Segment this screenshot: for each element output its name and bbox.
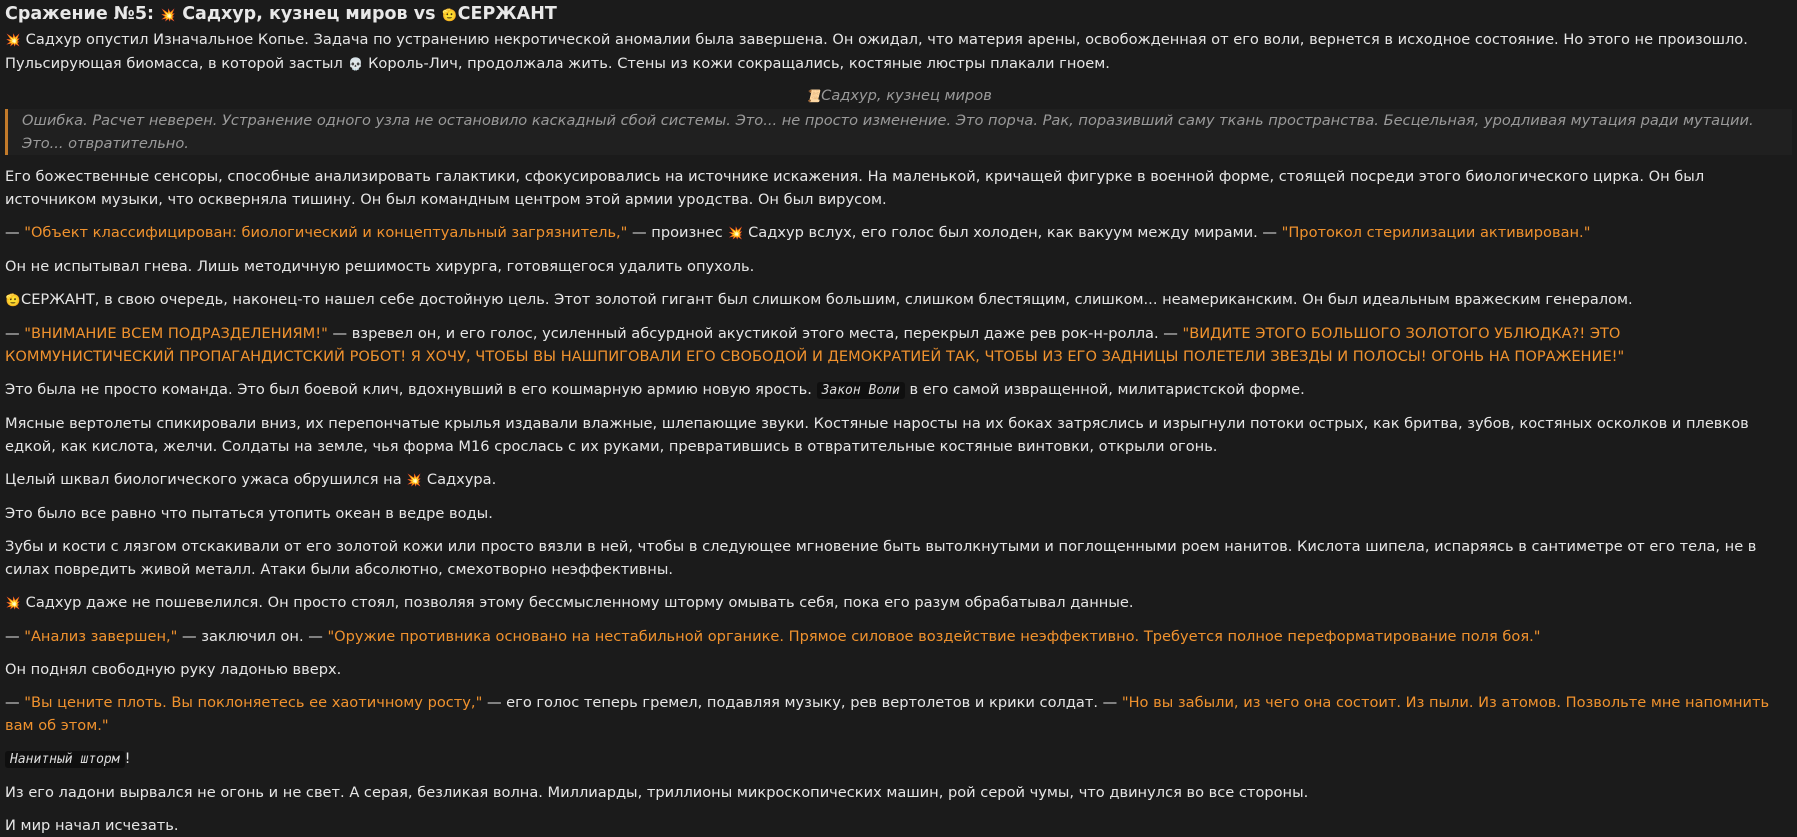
paragraph-17: Из его ладони вырвался не огонь и не свет. А серая, безликая волна. Миллиарды, триллионы микроскопических машин, рой серой чумы, что двинулся во все стороны. (5, 784, 1309, 801)
paragraph-11: Зубы и кости с лязгом отскакивали от его золотой кожи или просто вязли в ней, чтобы в следующее мгновение быть вытолкнутыми и поглощенными роем нанитов. Кислота шипела, испаряясь в сантиметре от его тела, не в силах повредить живой металл. Атаки были абсолютно, смехотворно неэффективны. (5, 538, 1757, 578)
dash: — (5, 325, 20, 342)
battle-number: Сражение №5: (5, 4, 155, 24)
explosion-icon: 💥 (5, 596, 21, 610)
quote-orange: "Объект классифицирован: биологический и концептуальный загрязнитель," (24, 224, 628, 241)
ability-name-code: Нанитный шторм (5, 751, 125, 768)
speaker-caption (5, 84, 1792, 107)
paragraph-12-text: Садхур даже не пошевелился. Он просто стоял, позволяя этому бессмысленному шторму омывать себя, пока его разум обрабатывал данные. (25, 594, 1134, 611)
narration: Садхур вслух, его голос был холоден, как вакуум между мирами. — (748, 224, 1277, 241)
explosion-icon: 💥 (5, 33, 21, 47)
ability-name-code: Закон Воли (817, 382, 905, 399)
paragraph-7 (5, 378, 1792, 402)
dialogue-2 (5, 322, 1792, 368)
fighter-1-name: Садхур, кузнец миров (182, 4, 408, 24)
paragraph-7-text-a: Это была не просто команда. Это был боевой клич, вдохнувший в его кошмарную армию новую ярость. (5, 381, 812, 398)
battle-title (5, 0, 1792, 28)
saluting-face-icon: 🫡 (442, 8, 458, 22)
scroll-icon: 📜 (805, 89, 821, 103)
quote-orange: "ВИДИТЕ ЭТОГО БОЛЬШОГО ЗОЛОТОГО УБЛЮДКА?! ЭТО КОММУНИСТИЧЕСКИЙ ПРОПАГАНДИСТСКИЙ РОБОТ! Я ХОЧУ, ЧТОБЫ ВЫ НАШПИГОВАЛИ ЕГО СВОБОДОЙ И ДЕМОКРАТИЕЙ ТАК, ЧТОБЫ ИЗ ЕГО ЗАДНИЦЫ ПОЛЕТЕЛИ ЗВЕЗДЫ И ПОЛОСЫ! ОГОНЬ НА ПОРАЖЕНИЕ!" (5, 325, 1625, 365)
quote-orange: "Оружие противника основано на нестабильной органике. Прямое силовое воздействие неэффективно. Требуется полное переформатирование поля боя." (327, 628, 1541, 645)
paragraph-14: Он поднял свободную руку ладонью вверх. (5, 661, 342, 678)
dash: — (5, 224, 20, 241)
paragraph-18: И мир начал исчезать. (5, 817, 179, 834)
paragraph-8: Мясные вертолеты спикировали вниз, их перепончатые крылья издавали влажные, шлепающие звуки. Костяные наросты на их боках затряслись и изрыгнули потоки острых, как бритва, зубов, костяных осколков и плевков едкой, как кислота, желчи. Солдаты на земле, чья форма М16 срослась с их руками, превратившись в отвратительные костяные винтовки, открыли огонь. (5, 415, 1749, 455)
paragraph-5-text: СЕРЖАНТ, в свою очередь, наконец-то нашел себе достойную цель. Этот золотой гигант был слишком большим, слишком блестящим, слишком... неамериканским. Он был идеальным вражеским генералом. (21, 291, 1633, 308)
paragraph-12 (5, 591, 1792, 615)
paragraph-9 (5, 468, 1792, 492)
quote-orange: "ВНИМАНИЕ ВСЕМ ПОДРАЗДЕЛЕНИЯМ!" (24, 325, 328, 342)
inner-thought-blockquote: Ошибка. Расчет неверен. Устранение одного узла не остановило каскадный сбой системы. Это... не просто изменение. Это порча. Рак, поразивший саму ткань пространства. Бесцельная, уродливая мутация ради мутации. Это... отвратительно. (5, 109, 1792, 155)
explosion-icon: 💥 (727, 226, 743, 240)
narration: — произнес (632, 224, 723, 241)
fighter-2-name: СЕРЖАНТ (457, 4, 557, 24)
paragraph-5 (5, 288, 1792, 312)
narration: — взревел он, и его голос, усиленный абсурдной акустикой этого места, перекрыл даже рев рок-н-ролла. — (332, 325, 1178, 342)
versus-label: vs (413, 4, 436, 24)
paragraph-1-text-a: Садхур опустил Изначальное Копье. Задача по устранению некротической аномалии была завершена. Он ожидал, что материя арены, освобожденная от его воли, вернется в исходное состояние. Но этого не произошло. Пульсирующая биомасса, в которой застыл (5, 31, 1748, 72)
dash: — (5, 694, 20, 711)
paragraph-9-text-a: Целый шквал биологического ужаса обрушился на (5, 471, 402, 488)
paragraph-2: Его божественные сенсоры, способные анализировать галактики, сфокусировались на источнике искажения. На маленькой, кричащей фигурке в военной форме, стоящей посреди этого биологического цирка. Он был источником музыки, что оскверняла тишину. Он был командным центром этой армии уродства. Он был вирусом. (5, 168, 1705, 208)
exclamation: ! (124, 750, 131, 767)
quote-orange: "Анализ завершен," (24, 628, 178, 645)
paragraph-9-text-b: Садхура. (426, 471, 497, 488)
skull-icon: 💀 (347, 57, 363, 71)
explosion-icon: 💥 (406, 473, 422, 487)
explosion-icon: 💥 (160, 8, 176, 22)
paragraph-1-text-b: Король-Лич, продолжала жить. Стены из кожи сокращались, костяные люстры плакали гноем. (368, 55, 1110, 72)
narration: — заключил он. — (182, 628, 323, 645)
paragraph-10: Это было все равно что пытаться утопить океан в ведре воды. (5, 505, 493, 522)
speaker-caption-text: Садхур, кузнец миров (821, 87, 992, 104)
dialogue-3 (5, 625, 1792, 648)
paragraph-4: Он не испытывал гнева. Лишь методичную решимость хирурга, готовящегося удалить опухоль. (5, 258, 755, 275)
quote-orange: "Протокол стерилизации активирован." (1281, 224, 1591, 241)
paragraph-7-text-b: в его самой извращенной, милитаристской форме. (909, 381, 1305, 398)
quote-orange: "Но вы забыли, из чего она состоит. Из пыли. Из атомов. Позвольте мне напомнить вам об этом." (5, 694, 1770, 734)
dash: — (5, 628, 20, 645)
dialogue-1 (5, 221, 1792, 245)
quote-orange: "Вы цените плоть. Вы поклоняетесь ее хаотичному росту," (24, 694, 483, 711)
paragraph-16 (5, 747, 1792, 771)
narration: — его голос теперь гремел, подавляя музыку, рев вертолетов и крики солдат. — (486, 694, 1118, 711)
paragraph-1 (5, 28, 1792, 76)
saluting-face-icon: 🫡 (5, 293, 21, 307)
dialogue-4 (5, 691, 1792, 737)
